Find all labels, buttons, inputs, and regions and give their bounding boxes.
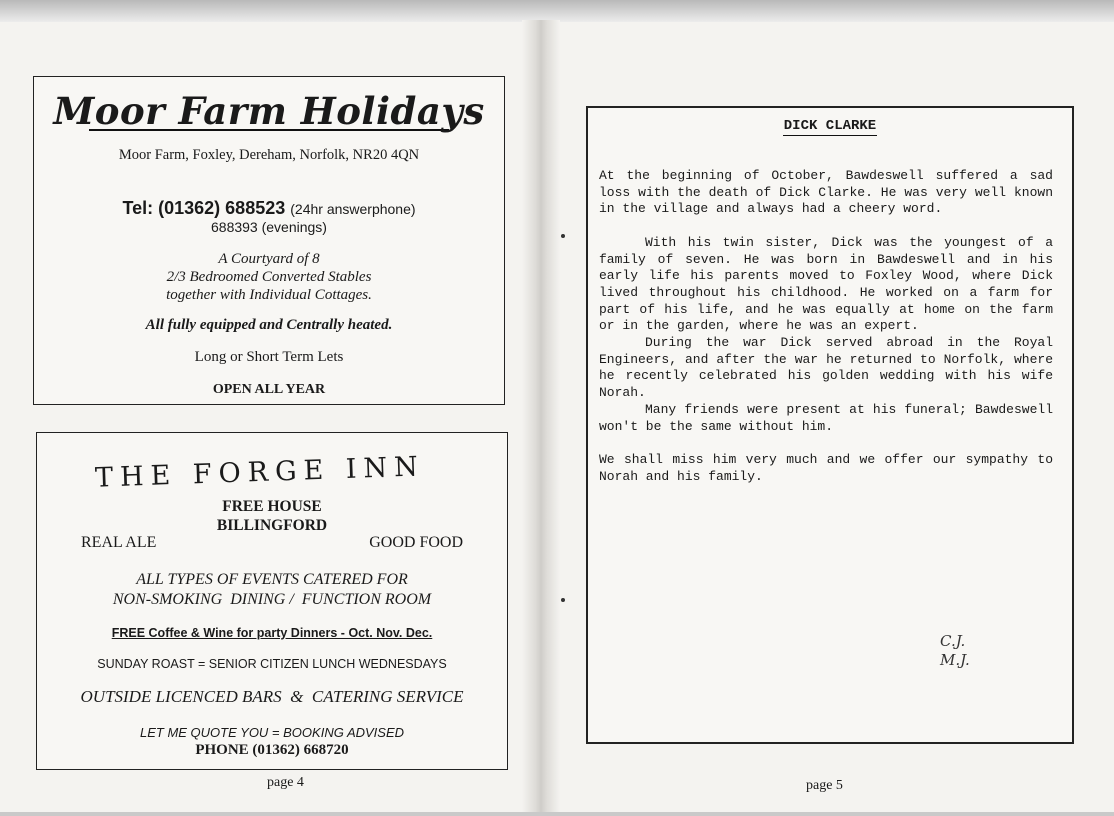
obituary-title: DICK CLARKE	[783, 118, 877, 134]
scan-top-edge	[0, 0, 1114, 22]
forge-inn-advert	[36, 432, 508, 770]
scan-bottom-edge	[0, 812, 1114, 816]
forge-inn-real-ale: REAL ALE	[81, 534, 157, 551]
forge-inn-coffee-offer: FREE Coffee & Wine for party Dinners - Oct. Nov. Dec.	[111, 626, 433, 640]
punch-mark	[561, 234, 565, 238]
obituary-para-5: We shall miss him very much and we offer our sympathy to Norah and his family.	[599, 451, 1053, 484]
forge-inn-title: THE FORGE INN	[94, 451, 426, 494]
page-number-left: page 4	[267, 775, 304, 790]
obituary-signature: C.J. M.J.	[940, 632, 970, 669]
moor-farm-logo: Moor Farm Holidays	[53, 89, 485, 133]
moor-farm-open: OPEN ALL YEAR	[212, 382, 326, 397]
moor-farm-address: Moor Farm, Foxley, Dereham, Norfolk, NR20 4QN	[118, 147, 420, 163]
punch-mark	[561, 598, 565, 602]
forge-inn-sunday-roast: SUNDAY ROAST = SENIOR CITIZEN LUNCH WEDNESDAYS	[97, 657, 447, 671]
moor-farm-desc-1: A Courtyard of 8	[218, 251, 320, 267]
forge-inn-phone: PHONE (01362) 668720	[195, 742, 349, 758]
obituary-para-4: Many friends were present at his funeral; Bawdeswell won't be the same without him.	[599, 401, 1053, 434]
obituary-text	[599, 168, 1053, 485]
obituary-para-2: With his twin sister, Dick was the youngest of a family of seven. He was born in Bawdeswell and in his early life his parents moved to Foxley Wood, where Dick lived throughout his childhood. He worked on a farm for part of his life, and he was equally at home on the farm or in the garden, where he was an expert.	[599, 234, 1053, 334]
forge-inn-quote: LET ME QUOTE YOU = BOOKING ADVISED	[139, 725, 405, 740]
book-spine-shadow	[522, 20, 560, 816]
forge-inn-outside-bars: OUTSIDE LICENCED BARS & CATERING SERVICE	[80, 687, 464, 706]
page-number-right: page 5	[806, 778, 843, 793]
moor-farm-advert	[33, 76, 505, 405]
moor-farm-desc-2: 2/3 Bedroomed Converted Stables	[166, 269, 372, 285]
moor-farm-evening-number: 688393 (evenings)	[211, 219, 327, 235]
obituary-para-3: During the war Dick served abroad in the Royal Engineers, and after the war he returned to Norfolk, where he recently celebrated his golden wedding with his wife Norah.	[599, 335, 1053, 401]
obituary-para-1: At the beginning of October, Bawdeswell suffered a sad loss with the death of Dick Clarke. He was very well known in the village and always had a cheery word.	[599, 168, 1053, 217]
moor-farm-lets: Long or Short Term Lets	[194, 349, 344, 365]
forge-inn-events: ALL TYPES OF EVENTS CATERED FOR NON-SMOKING DINING / FUNCTION ROOM	[112, 571, 432, 608]
forge-inn-good-food: GOOD FOOD	[369, 534, 463, 551]
moor-farm-desc-3: together with Individual Cottages.	[166, 287, 372, 303]
moor-farm-equipped: All fully equipped and Centrally heated.	[145, 317, 393, 333]
forge-inn-free-house: FREE HOUSE BILLINGFORD	[216, 498, 328, 534]
moor-farm-telephone: Tel: (01362) 688523 (24hr answerphone)	[122, 198, 416, 218]
obituary-box	[586, 106, 1074, 744]
